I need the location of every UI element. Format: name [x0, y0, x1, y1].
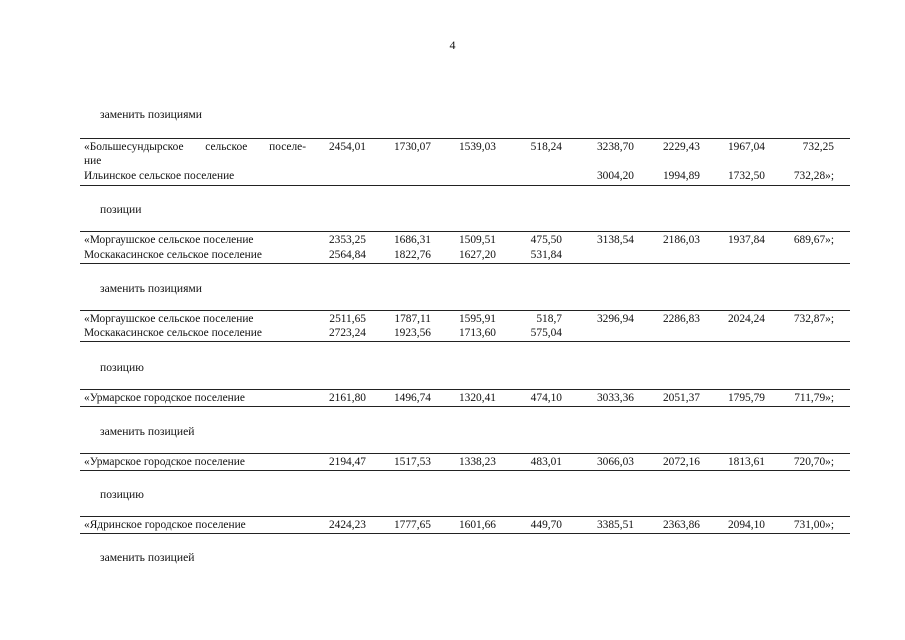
value-cell: 2094,10 — [727, 519, 765, 531]
value-cell: 1967,04 — [727, 141, 765, 153]
row-name: «Ядринское городское поселение — [84, 519, 246, 531]
row-name: «Большесундырское сельское поселе- — [84, 141, 306, 153]
value-cell: 1601,66 — [458, 519, 496, 531]
table-top-rule — [80, 310, 850, 311]
instruction-text: позиции — [100, 203, 142, 216]
value-cell: 1686,31 — [393, 234, 431, 246]
value-cell: 732,25 — [802, 141, 834, 153]
value-cell: 1777,65 — [393, 519, 431, 531]
instruction-text: заменить позициями — [100, 108, 202, 121]
instruction-text: заменить позицией — [100, 551, 195, 564]
row-name: «Урмарское городское поселение — [84, 392, 245, 404]
value-cell: 3033,36 — [596, 392, 634, 404]
page-number: 4 — [449, 38, 456, 52]
value-cell: 1627,20 — [458, 249, 496, 261]
value-cell: 2051,37 — [662, 392, 700, 404]
row-name-continuation: ние — [84, 155, 102, 167]
row-name: «Моргаушское сельское поселение — [84, 234, 254, 246]
table-row — [80, 141, 850, 157]
instruction-text: заменить позицией — [100, 425, 195, 438]
value-cell: 474,10 — [530, 392, 562, 404]
value-cell: 731,00»; — [793, 519, 834, 531]
value-cell: 2454,01 — [328, 141, 366, 153]
value-cell: 720,70»; — [793, 456, 834, 468]
value-cell: 2072,16 — [662, 456, 700, 468]
table-bottom-rule — [80, 263, 850, 264]
value-cell: 518,7 — [536, 313, 562, 325]
value-cell: 1795,79 — [727, 392, 765, 404]
table-bottom-rule — [80, 341, 850, 342]
table-row — [80, 234, 850, 250]
value-cell: 1595,91 — [458, 313, 496, 325]
value-cell: 3385,51 — [596, 519, 634, 531]
table-bottom-rule — [80, 533, 850, 534]
value-cell: 3004,20 — [596, 170, 634, 182]
value-cell: 1517,53 — [393, 456, 431, 468]
value-cell: 1509,51 — [458, 234, 496, 246]
value-cell: 3066,03 — [596, 456, 634, 468]
table-bottom-rule — [80, 406, 850, 407]
value-cell: 1338,23 — [458, 456, 496, 468]
table-top-rule — [80, 453, 850, 454]
value-cell: 475,50 — [530, 234, 562, 246]
value-cell: 2564,84 — [328, 249, 366, 261]
value-cell: 1732,50 — [727, 170, 765, 182]
value-cell: 575,04 — [530, 327, 562, 339]
value-cell: 2186,03 — [662, 234, 700, 246]
value-cell: 2511,65 — [329, 313, 366, 325]
row-name: Ильинское сельское поселение — [84, 170, 235, 182]
value-cell: 1813,61 — [727, 456, 765, 468]
value-cell: 2424,23 — [328, 519, 366, 531]
value-cell: 1822,76 — [393, 249, 431, 261]
instruction-text: заменить позициями — [100, 282, 202, 295]
value-cell: 689,67»; — [793, 234, 834, 246]
value-cell: 711,79»; — [794, 392, 834, 404]
row-name: Москакасинское сельское поселение — [84, 327, 262, 339]
value-cell: 2363,86 — [662, 519, 700, 531]
value-cell: 3296,94 — [596, 313, 634, 325]
value-cell: 1539,03 — [458, 141, 496, 153]
value-cell: 2161,80 — [328, 392, 366, 404]
row-name: «Урмарское городское поселение — [84, 456, 245, 468]
value-cell: 449,70 — [530, 519, 562, 531]
value-cell: 2723,24 — [328, 327, 366, 339]
value-cell: 2353,25 — [328, 234, 366, 246]
value-cell: 1713,60 — [458, 327, 496, 339]
value-cell: 3138,54 — [596, 234, 634, 246]
value-cell: 531,84 — [530, 249, 562, 261]
table-bottom-rule — [80, 470, 850, 471]
value-cell: 1496,74 — [393, 392, 431, 404]
value-cell: 2286,83 — [662, 313, 700, 325]
table-top-rule — [80, 138, 850, 139]
value-cell: 2194,47 — [328, 456, 366, 468]
value-cell: 2024,24 — [727, 313, 765, 325]
value-cell: 732,87»; — [793, 313, 834, 325]
value-cell: 518,24 — [530, 141, 562, 153]
value-cell: 3238,70 — [596, 141, 634, 153]
instruction-text: позицию — [100, 488, 144, 501]
row-name: «Моргаушское сельское поселение — [84, 313, 254, 325]
table-top-rule — [80, 231, 850, 232]
value-cell: 1730,07 — [393, 141, 431, 153]
value-cell: 483,01 — [530, 456, 562, 468]
value-cell: 2229,43 — [662, 141, 700, 153]
table-top-rule — [80, 389, 850, 390]
value-cell: 1320,41 — [458, 392, 496, 404]
value-cell: 1937,84 — [727, 234, 765, 246]
value-cell: 1994,89 — [662, 170, 700, 182]
table-bottom-rule — [80, 185, 850, 186]
table-row — [80, 170, 850, 186]
value-cell: 1787,11 — [394, 313, 431, 325]
row-name: Москакасинское сельское поселение — [84, 249, 262, 261]
value-cell: 732,28»; — [793, 170, 834, 182]
value-cell: 1923,56 — [393, 327, 431, 339]
table-top-rule — [80, 516, 850, 517]
instruction-text: позицию — [100, 361, 144, 374]
